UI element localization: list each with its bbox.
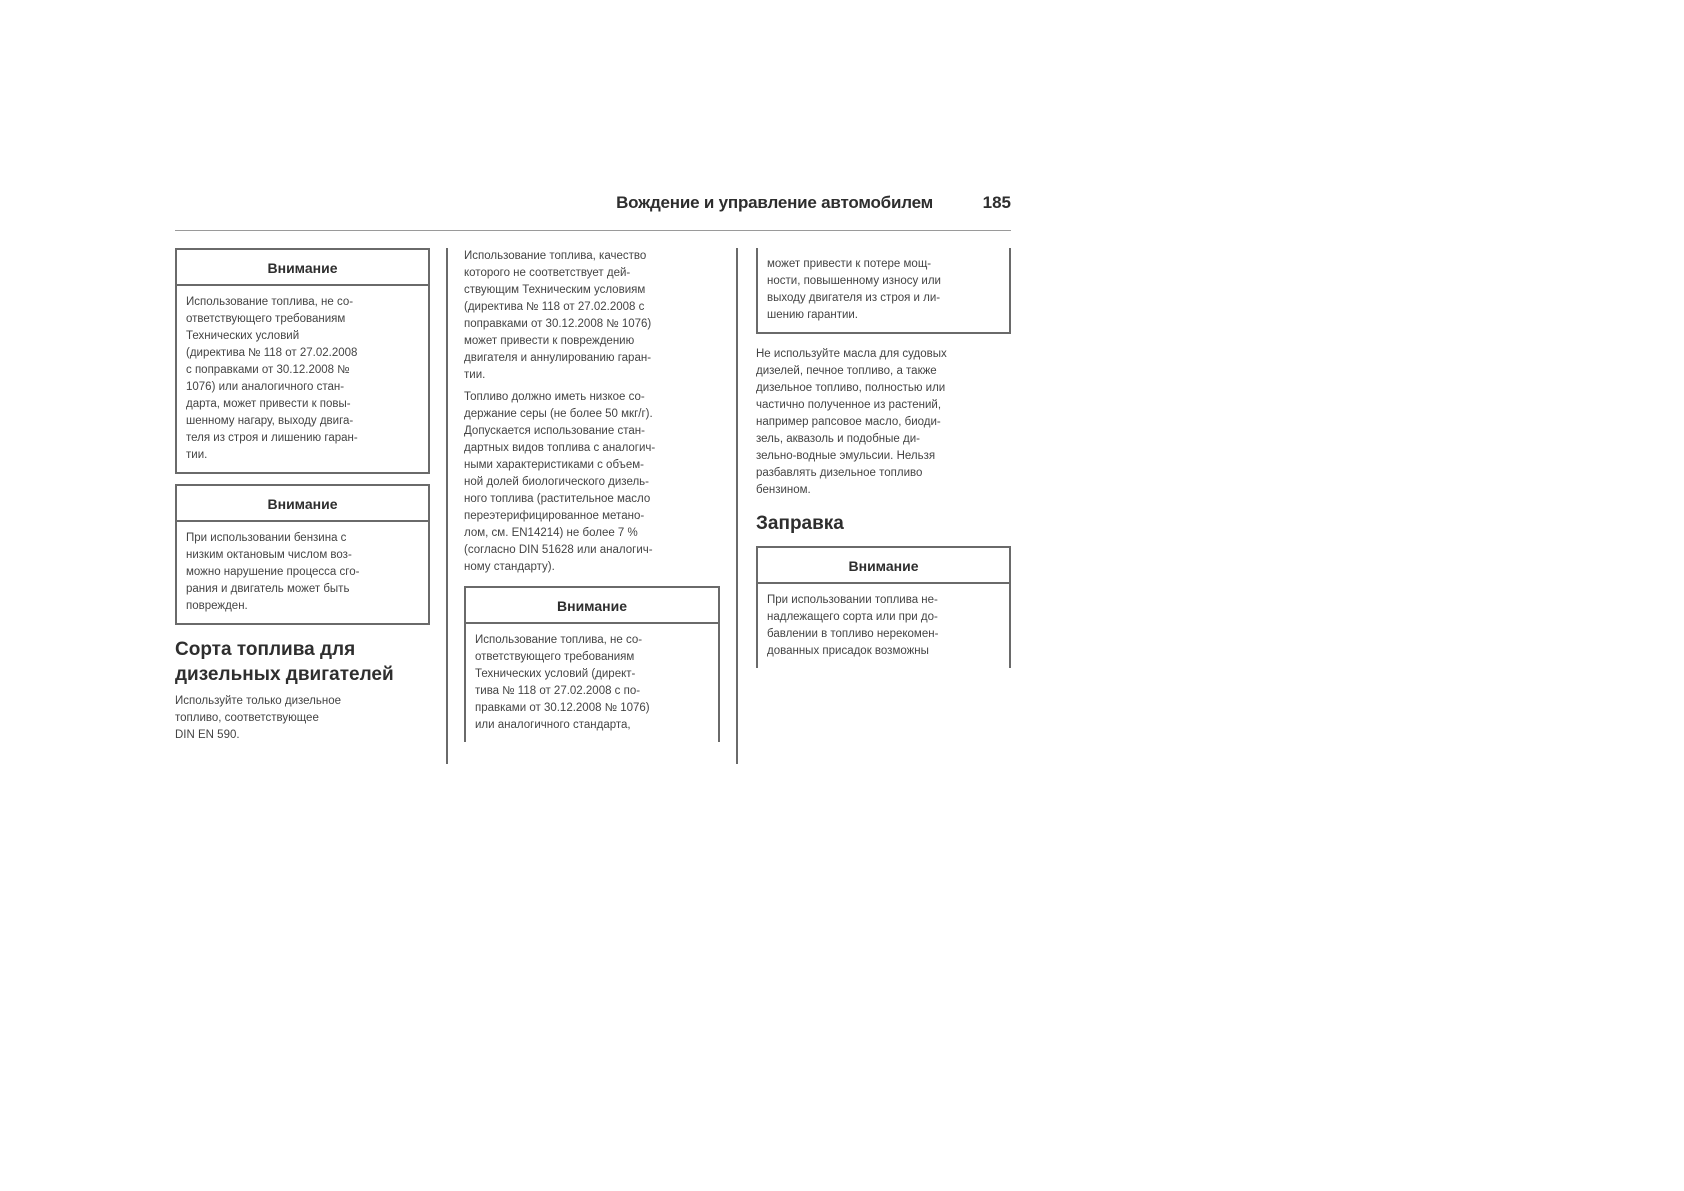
column-2 — [464, 248, 720, 742]
column-3 — [756, 248, 1011, 668]
paragraph: Используйте только дизельное топливо, соответствующее DIN EN 590. — [175, 695, 342, 741]
chapter-title: Вождение и управление автомобилем — [616, 193, 933, 212]
warning-text: Использование топлива, не со- ответствующего требованиям Технических условий (директива № 118 от 27.02.2008 с поправками от 30.12.2008 № 1076) или аналогичного стан- дарта, может привести к повы- шенному нагару, выходу двига- теля из строя и лишению гаран- тии. — [186, 296, 358, 461]
paragraph: Использование топлива, качество которого не соответствует дей- ствующим Техническим условиям (директива № 118 от 27.02.2008 с поправками от 30.12.2008 № 1076) может привести к повреждению двигателя и аннулированию гаран- тии. — [464, 250, 652, 381]
warning-text: Использование топлива, не со- ответствующего требованиям Технических условий (директ- тива № 118 от 27.02.2008 с по- правками от 30.12.2008 № 1076) или аналогичного стандарта, — [475, 634, 650, 731]
warning-title: Внимание — [466, 588, 718, 624]
warning-box — [175, 248, 430, 474]
section-heading: Заправка — [756, 513, 844, 534]
warning-title: Внимание — [758, 548, 1009, 584]
warning-title: Внимание — [177, 250, 428, 286]
column-divider — [446, 248, 448, 764]
warning-text: При использовании бензина с низким октановым числом воз- можно нарушение процесса сго- рания и двигатель может быть поврежден. — [186, 532, 360, 612]
column-divider — [736, 248, 738, 764]
paragraph: Не используйте масла для судовых дизелей, печное топливо, а также дизельное топливо, полностью или частично полученное из растений, например рапсовое масло, биоди- зель, аквазоль и подобные ди- зельно-водные эмульсии. Нельзя разбавлять дизельное топливо бензином. — [756, 348, 947, 496]
paragraph: Топливо должно иметь низкое со- держание серы (не более 50 мкг/г). Допускается использование стан- дартных видов топлива с аналогич- ными характеристиками с объем- ной долей биологического дизель- ного топлива (растительное масло переэтерифицированное метано- лом, см. EN14214) не более 7 % (согласно DIN 51628 или аналогич- ному стандарту). — [464, 391, 656, 573]
warning-text: может привести к потере мощ- ности, повышенному износу или выходу двигателя из строя и ли- шению гарантии. — [767, 258, 941, 321]
column-1 — [175, 248, 430, 749]
warning-box — [464, 586, 720, 742]
page-number: 185 — [982, 193, 1011, 212]
warning-box-continued — [756, 248, 1011, 334]
warning-title: Внимание — [177, 486, 428, 522]
warning-text: При использовании топлива не- надлежащего сорта или при до- бавлении в топливо нерекомен- дованных присадок возможны — [767, 594, 939, 657]
warning-box — [175, 484, 430, 625]
section-heading: Сорта топлива для дизельных двигателей — [175, 639, 394, 685]
page-header — [175, 190, 1011, 231]
warning-box — [756, 546, 1011, 668]
